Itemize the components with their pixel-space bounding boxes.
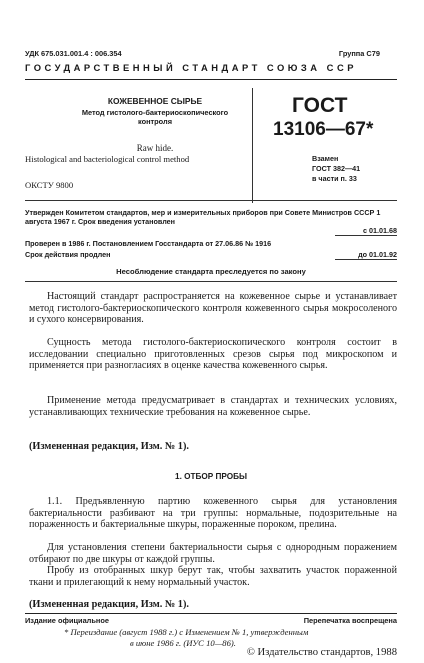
document-subtitle: Метод гистолого-бактериоскопического контроля [81,108,229,126]
reissue-note-continued: в июне 1986 г. (ИУС 10—86). [130,638,236,648]
gost-number: 13106—67* [273,119,374,140]
approval-text: Утвержден Комитетом стандартов, мер и измерительных приборов при Совете Министров СССР 1 августа 1967 г. Срок введения установлен [25,208,381,226]
reissue-note: * Переиздание (август 1988 г.) с Изменением № 1, утвержденным [64,627,309,637]
english-title: Raw hide. [136,143,174,153]
law-notice: Несоблюдение стандарта преследуется по закону [116,267,306,276]
gost-label: ГОСТ [292,94,348,117]
validity-date-underline [335,259,397,260]
replaces-standard: ГОСТ 382—41 [312,164,361,173]
group-code: Группа С79 [338,49,380,58]
paragraph-sampling: Для установления степени бактериальности сырья с однородным поражением отбирают по две шкуры от каждой группы. [29,542,397,565]
english-subtitle: Histological and bacteriological control method [25,154,190,164]
paragraph-application: Применение метода предусматривает в стандартах и технических условиях, устанавливающих технические требования на кожевенное сырье. [29,395,397,418]
edition-label: Издание официальное [25,616,110,625]
amendment-note: (Измененная редакция, Изм. № 1). [29,441,189,452]
effective-date-underline [335,235,397,236]
validity-date: до 01.01.92 [358,250,397,259]
approval-divider [25,281,397,282]
replaces-scope: в части п. 33 [312,174,357,183]
header-divider [25,200,397,201]
effective-date: с 01.01.68 [363,226,397,235]
reprint-notice: Перепечатка воспрещена [303,616,397,625]
vertical-divider [252,88,253,203]
paragraph-method: Сущность метода гистолого-бактериоскопического контроля состоит в исследовании специально приготовленных срезов сырья под микроскопом и применяется при разногласиях в оценке качества кожевенного сырья. [29,337,397,372]
paragraph-sample-area: Пробу из отобранных шкур берут так, чтобы захватить участок пораженной ткани и прилегающий к нему нормальный участок. [29,565,397,588]
okstu-code: ОКСТУ 9800 [25,180,74,190]
review-note: Проверен в 1986 г. Постановлением Госстандарта от 27.06.86 № 1916 [25,239,272,248]
standard-banner: ГОСУДАРСТВЕННЫЙ СТАНДАРТ СОЮЗА ССР [25,62,357,73]
validity-note: Срок действия продлен [25,250,111,259]
replaces-label: Взамен [312,154,339,163]
section-heading: 1. ОТБОР ПРОБЫ [175,472,247,481]
document-title: КОЖЕВЕННОЕ СЫРЬЕ [107,96,203,106]
top-divider [25,79,397,80]
paragraph-1-1: 1.1. Предъявленную партию кожевенного сырья для установления бактериальности разбивают на три группы: нормальные, подозрительные на пораженность и бактериальные шкуры, пораженные пороком, прелина. [29,496,397,531]
amendment-note: (Измененная редакция, Изм. № 1). [29,599,189,610]
udk-code: УДК 675.031.001.4 : 006.354 [25,49,122,58]
paragraph-scope: Настоящий стандарт распространяется на кожевенное сырье и устанавливает метод гистолого-бактериоскопического контроля кожевенного сырья мокросоленого и сухого консервирования. [29,291,397,326]
copyright: © Издательство стандартов, 1988 [246,647,397,658]
footer-divider [25,613,397,614]
